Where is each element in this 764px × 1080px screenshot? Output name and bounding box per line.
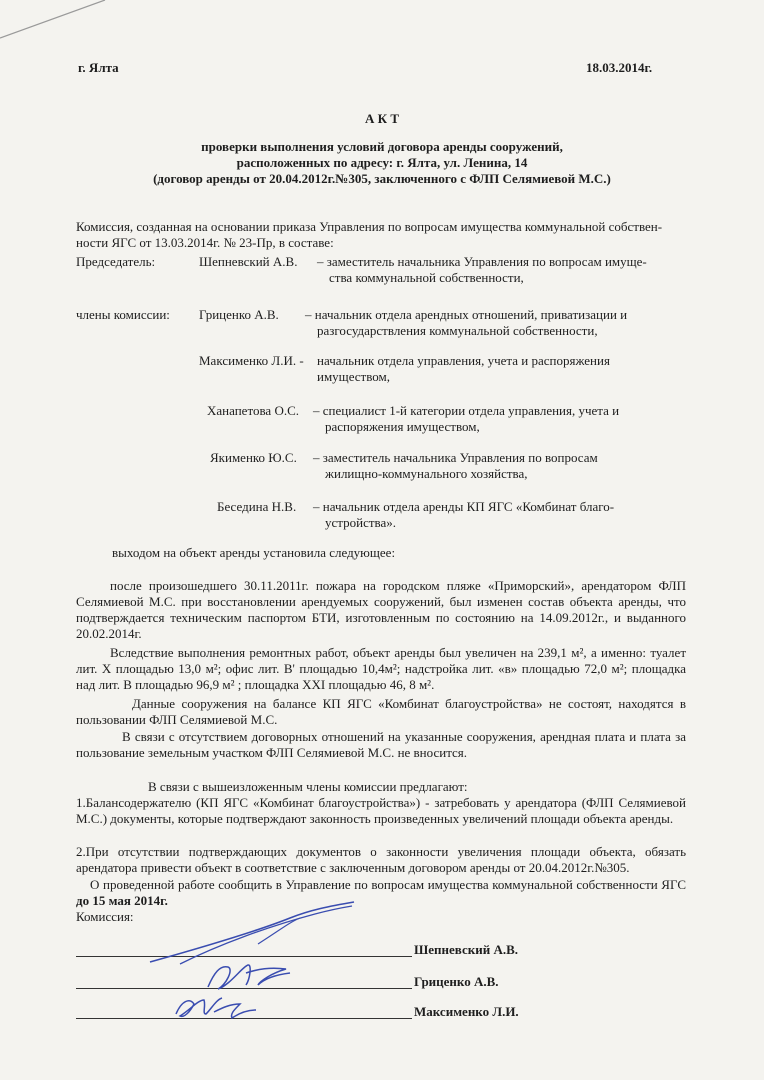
signatory-name: Гриценко А.В. [414, 974, 499, 989]
chair-role-line-1: – заместитель начальника Управления по вопросам имуще- [317, 254, 647, 269]
paragraph-proposal: В связи с вышеизложенным члены комиссии предлагают: [148, 779, 468, 794]
member-role-line-1: – начальник отдела аренды КП ЯГС «Комбинат благо- [313, 499, 615, 514]
paragraph-fire: после произошедшего 30.11.2011г. пожара на городском пляже «Приморский», арендатором ФЛП Селямиевой М.С. при восстановлении арендуемых сооружений, был изменен состав объекта аренды, что подтверждается техническим паспортом БТИ, изготовленным по состоянию на 14.09.2012г., и выданного 20.02.2014г. [76, 578, 686, 641]
title-line-3: (договор аренды от 20.04.2012г.№305, заключенного с ФЛП Селямиевой М.С.) [153, 171, 611, 186]
member-role-line-1: – заместитель начальника Управления по вопросам [313, 450, 598, 465]
report-deadline: до 15 мая 2014г. [76, 893, 168, 908]
chair-name: Шепневский А.В. [199, 254, 298, 269]
member-name: Якименко Ю.С. [210, 450, 297, 465]
member-role-line-2: распоряжения имуществом, [325, 419, 480, 434]
title-line-2: расположенных по адресу: г. Ялта, ул. Ленина, 14 [236, 155, 528, 170]
member-role-line-1: начальник отдела управления, учета и распоряжения [317, 353, 610, 368]
visit-statement: выходом на объект аренды установила следующее: [112, 545, 396, 560]
member-role-line-2: имуществом, [317, 369, 391, 384]
members-label: члены комиссии: [76, 307, 170, 322]
intro-line-2: ности ЯГС от 13.03.2014г. № 23-Пр, в составе: [76, 235, 334, 250]
intro-line-1: Комиссия, созданная на основании приказа Управления по вопросам имущества коммунальной собствен- [76, 219, 663, 234]
member-role-line-2: жилищно-коммунального хозяйства, [325, 466, 528, 481]
member-name: Ханапетова О.С. [207, 403, 299, 418]
document-date: 18.03.2014г. [586, 60, 653, 75]
member-role-line-1: – начальник отдела арендных отношений, приватизации и [305, 307, 628, 322]
paragraph-area-increase: Вследствие выполнения ремонтных работ, объект аренды был увеличен на 239,1 м², а именно: туалет лит. Х площадью 13,0 м²; офис лит. В' площадью 10,4м²; надстройка лит. «в» площадью 72,0 м²; площадка над лит. В площадью 96,9 м² ; площадка XXI площадью 46, 8 м². [76, 645, 686, 692]
member-name: Максименко Л.И. - [199, 353, 304, 368]
paragraph-payment: В связи с отсутствием договорных отношений на указанные сооружения, арендная плата и плата за пользование земельным участком ФЛП Селямиевой М.С. не вносится. [76, 729, 686, 760]
proposal-item-1: 1.Балансодержателю (КП ЯГС «Комбинат благоустройства») - затребовать у арендатора (ФЛП Селямиевой М.С.) документы, которые подтверждают законность произведенных увеличений площади объекта аренды. [76, 795, 686, 826]
member-role-line-1: – специалист 1-й категории отдела управления, учета и [313, 403, 620, 418]
report-text: О проведенной работе сообщить в Управление по вопросам имущества коммунальной собственности ЯГС [90, 877, 686, 892]
signatory-name: Шепневский А.В. [414, 942, 519, 957]
member-name: Гриценко А.В. [199, 307, 279, 322]
chair-label: Председатель: [76, 254, 156, 269]
document-heading: А К Т [365, 111, 399, 126]
member-role-line-2: устройства». [325, 515, 397, 530]
commission-label: Комиссия: [76, 909, 134, 924]
chair-role-line-2: ства коммунальной собственности, [329, 270, 524, 285]
page-fold-mark [0, 0, 120, 40]
handwritten-signature [170, 990, 270, 1026]
signatory-name: Максименко Л.И. [414, 1004, 519, 1019]
member-name: Беседина Н.В. [217, 499, 297, 514]
proposal-item-2: 2.При отсутствии подтверждающих документов о законности увеличения площади объекта, обязать арендатора привести объект в соответствие с заключенным договором аренды от 20.04.2012г.№305. [76, 844, 686, 875]
city: г. Ялта [78, 60, 119, 75]
member-role-line-2: разгосударствления коммунальной собственности, [317, 323, 598, 338]
title-line-1: проверки выполнения условий договора аренды сооружений, [201, 139, 563, 154]
paragraph-balance: Данные сооружения на балансе КП ЯГС «Комбинат благоустройства» не состоят, находятся в пользовании ФЛП Селямиевой М.С. [76, 696, 686, 727]
